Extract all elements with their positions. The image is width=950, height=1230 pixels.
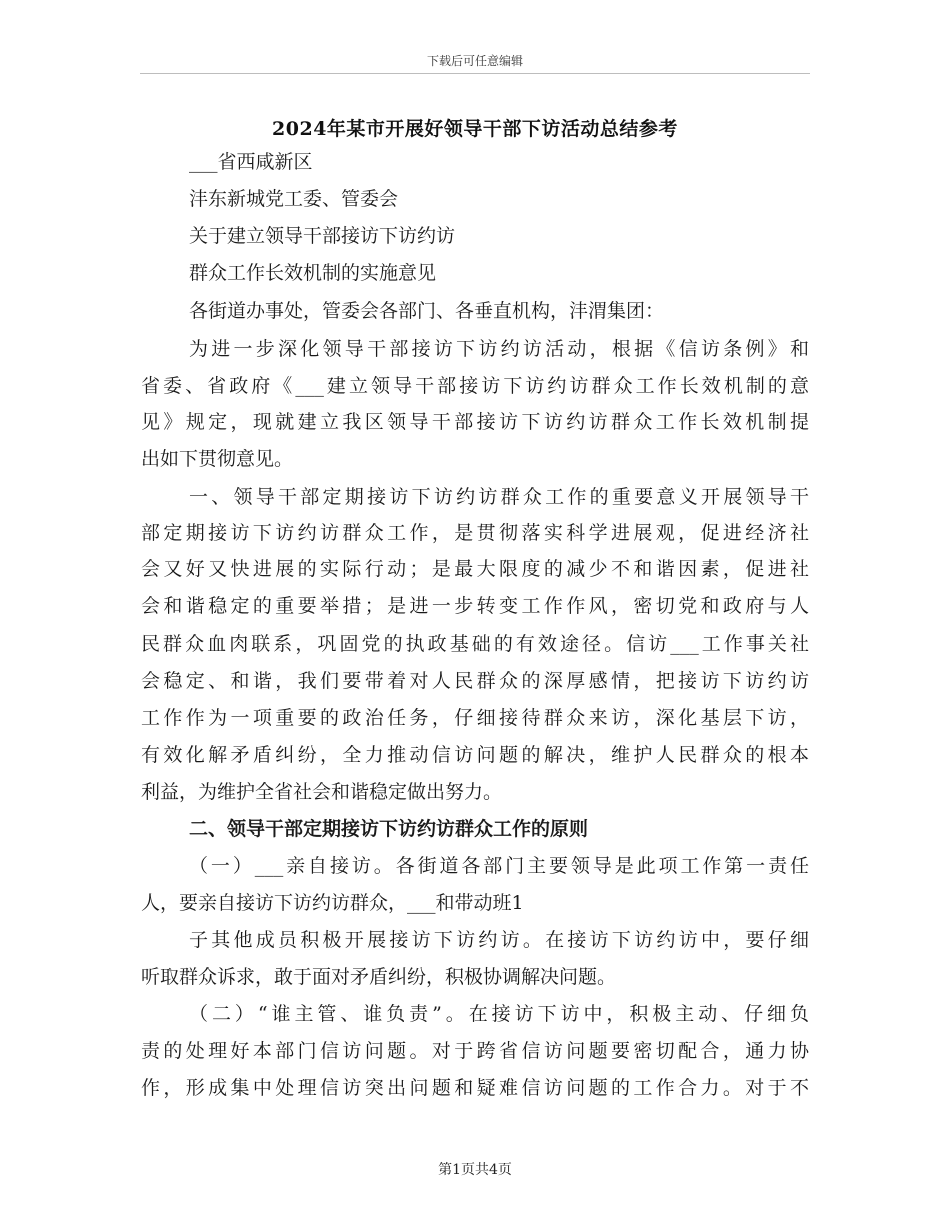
header-note: 下载后可任意编辑 <box>426 54 523 68</box>
body-line: 工作作为一项重要的政治任务，仔细接待群众来访，深化基层下访， <box>141 707 809 729</box>
body-line: 为进一步深化领导干部接访下访约访活动，根据《信访条例》和 <box>189 338 809 360</box>
body-line: 群众工作长效机制的实施意见 <box>189 262 437 284</box>
body-line: 沣东新城党工委、管委会 <box>189 188 399 210</box>
body-line: 会稳定、和谐，我们要带着对人民群众的深厚感情，把接访下访约访 <box>141 670 809 692</box>
body-line: （二）“谁主管、谁负责”。在接访下访中，积极主动、仔细负 <box>189 1003 809 1025</box>
body-line: 责的处理好本部门信访问题。对于跨省信访问题要密切配合，通力协 <box>141 1040 809 1062</box>
body-line: 出如下贯彻意见。 <box>141 448 294 470</box>
body-line: 人，要亲自接访下访约访群众，___和带动班1 <box>141 892 524 914</box>
header-rule <box>140 73 810 74</box>
document-title: 2024年某市开展好领导干部下访活动总结参考 <box>272 118 678 140</box>
body-line: 省委、省政府《___建立领导干部接访下访约访群众工作长效机制的意 <box>141 375 809 397</box>
body-line: 各街道办事处，管委会各部门、各垂直机构，沣渭集团： <box>189 300 665 322</box>
body-line: 会和谐稳定的重要举措；是进一步转变工作作风，密切党和政府与人 <box>141 595 809 617</box>
body-line: 部定期接访下访约访群众工作，是贯彻落实科学进展观，促进经济社 <box>141 522 809 544</box>
body-line: 听取群众诉求，敢于面对矛盾纠纷，积极协调解决问题。 <box>141 966 617 988</box>
body-line: （一）___亲自接访。各街道各部门主要领导是此项工作第一责任 <box>189 855 809 877</box>
body-line: 有效化解矛盾纠纷，全力推动信访问题的解决，维护人民群众的根本 <box>141 744 809 766</box>
page-footer: 第1页共4页 <box>438 1162 512 1178</box>
body-line: 一、领导干部定期接访下访约访群众工作的重要意义开展领导干 <box>189 486 809 508</box>
body-line: 利益，为维护全省社会和谐稳定做出努力。 <box>141 781 503 803</box>
body-line: 会又好又快进展的实际行动；是最大限度的减少不和谐因素，促进社 <box>141 558 809 580</box>
body-line: 子其他成员积极开展接访下访约访。在接访下访约访中，要仔细 <box>189 929 809 951</box>
body-line: ___省西咸新区 <box>189 151 313 173</box>
body-line: 作，形成集中处理信访突出问题和疑难信访问题的工作合力。对于不 <box>141 1077 809 1099</box>
section-heading: 二、领导干部定期接访下访约访群众工作的原则 <box>189 818 589 840</box>
body-line: 见》规定，现就建立我区领导干部接访下访约访群众工作长效机制提 <box>141 411 809 433</box>
body-line: 民群众血肉联系，巩固党的执政基础的有效途径。信访___工作事关社 <box>141 633 809 655</box>
body-line: 关于建立领导干部接访下访约访 <box>189 225 456 247</box>
